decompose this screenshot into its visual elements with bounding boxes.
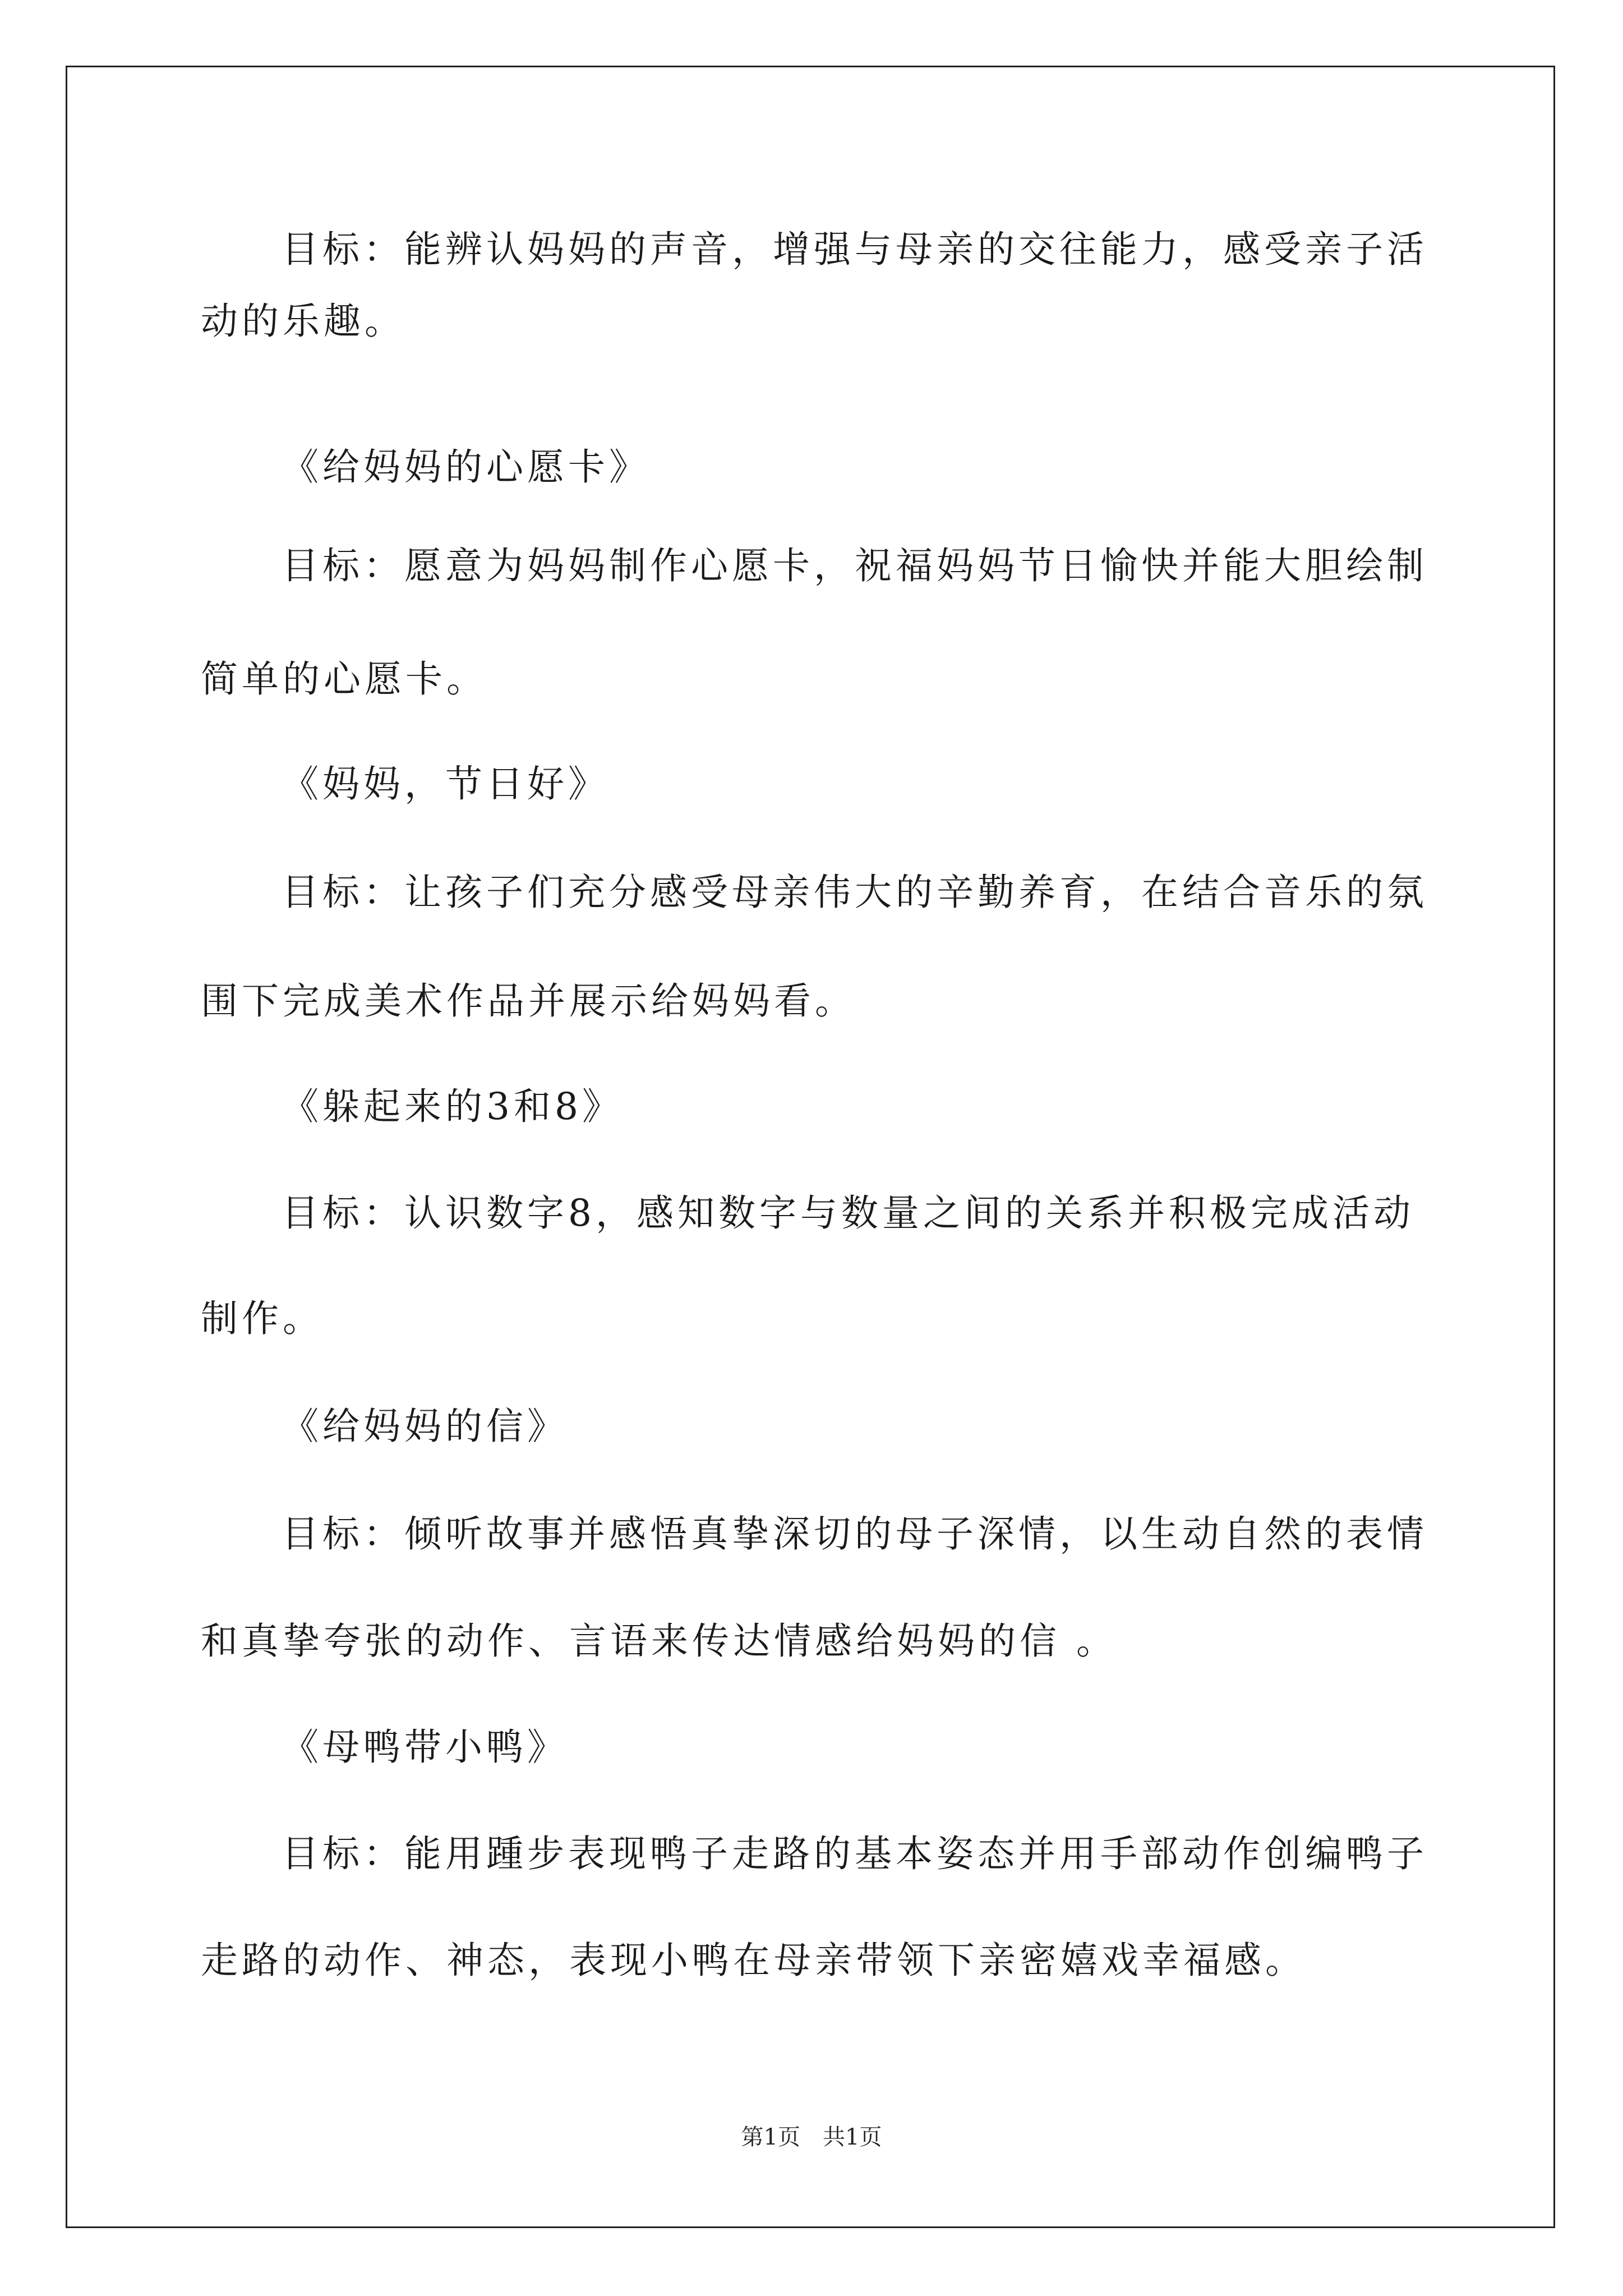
- paragraph-goal-6-line-2: 走路的动作、神态，表现小鸭在母亲带领下亲密嬉戏幸福感。: [201, 1939, 1306, 1982]
- paragraph-goal-5-line-1: 目标：倾听故事并感悟真挚深切的母子深情，以生动自然的表情: [282, 1512, 1428, 1556]
- activity-title-ducks: 《母鸭带小鸭》: [282, 1726, 568, 1769]
- paragraph-goal-3-line-2: 围下完成美术作品并展示给妈妈看。: [201, 979, 856, 1023]
- activity-title-letter: 《给妈妈的信》: [282, 1405, 568, 1448]
- paragraph-goal-5-line-2: 和真挚夸张的动作、言语来传达情感给妈妈的信 。: [201, 1619, 1117, 1663]
- paragraph-goal-2-line-2: 简单的心愿卡。: [201, 657, 487, 701]
- activity-title-hidden-numbers: 《躲起来的3和8》: [282, 1085, 623, 1128]
- paragraph-goal-4-line-2: 制作。: [201, 1297, 324, 1340]
- activity-title-mom-holiday: 《妈妈，节日好》: [282, 762, 609, 806]
- paragraph-goal-6-line-1: 目标：能用踵步表现鸭子走路的基本姿态并用手部动作创编鸭子: [282, 1832, 1428, 1875]
- paragraph-goal-3-line-1: 目标：让孩子们充分感受母亲伟大的辛勤养育，在结合音乐的氛: [282, 871, 1428, 914]
- page-border: [66, 66, 1555, 2228]
- paragraph-goal-2-line-1: 目标：愿意为妈妈制作心愿卡，祝福妈妈节日愉快并能大胆绘制: [282, 544, 1428, 587]
- paragraph-goal-1-line-1: 目标：能辨认妈妈的声音，增强与母亲的交往能力，感受亲子活: [282, 228, 1428, 271]
- activity-title-wish-card: 《给妈妈的心愿卡》: [282, 445, 650, 489]
- paragraph-goal-1-line-2: 动的乐趣。: [201, 300, 405, 343]
- page-footer: 第1页 共1页: [741, 2124, 882, 2150]
- paragraph-goal-4-line-1: 目标：认识数字8，感知数字与数量之间的关系并积极完成活动: [282, 1191, 1414, 1235]
